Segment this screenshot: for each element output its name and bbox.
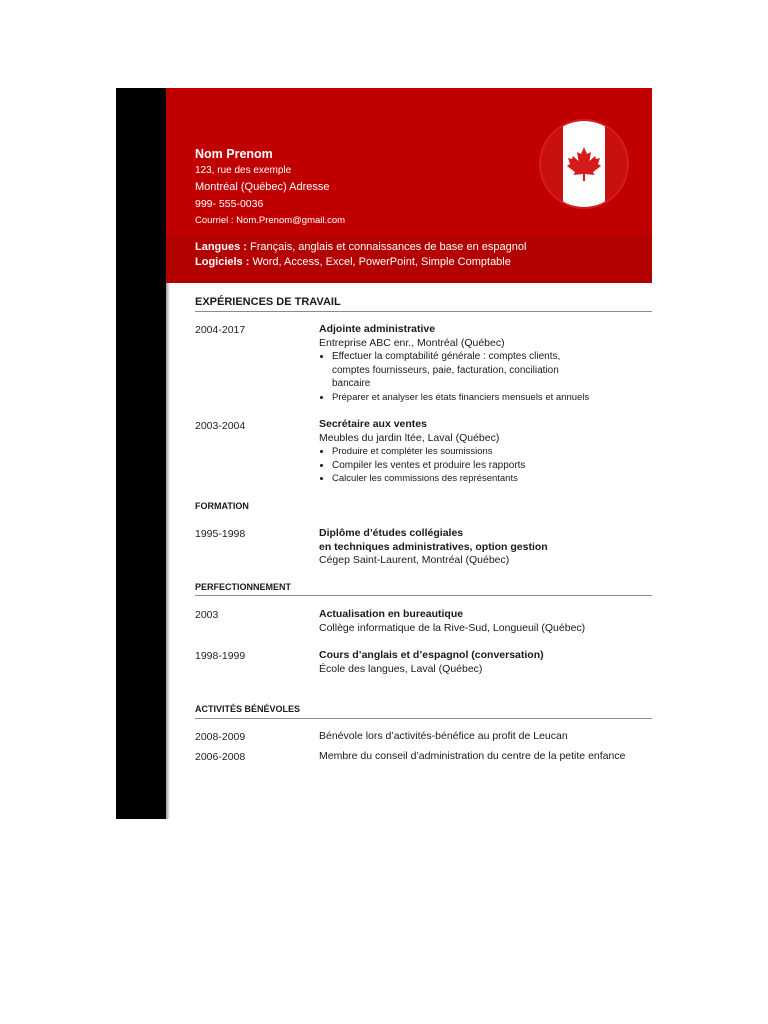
- resume-header: [166, 88, 652, 283]
- phone-number: 999- 555-0036: [195, 198, 264, 210]
- education-1: [319, 527, 649, 568]
- education-heading: FORMATION: [195, 501, 249, 511]
- training-2: [319, 649, 649, 676]
- experience-rule: [195, 311, 652, 312]
- job-2-bullets: [319, 445, 649, 486]
- training-heading: PERFECTIONNEMENT: [195, 582, 292, 592]
- job-1-bullet-1: • Effectuer la comptabilité générale : comptes clients, comptes fournisseurs, paie, facturation, conciliation bancaire: [332, 350, 582, 391]
- canada-flag-icon: [541, 121, 627, 207]
- training-2-institution: École des langues, Laval (Québec): [319, 662, 483, 675]
- volunteer-1-dates: 2008-2009: [195, 731, 246, 743]
- languages-label: Langues :: [195, 241, 247, 253]
- email-address: Courriel : Nom.Prenom@gmail.com: [195, 215, 346, 226]
- city-address: Montréal (Québec) Adresse: [195, 181, 330, 193]
- software-line: [195, 255, 526, 270]
- maple-leaf-icon: [564, 144, 604, 184]
- languages-line: [195, 240, 526, 255]
- job-2-company: Meubles du jardin ltée, Laval (Québec): [319, 431, 500, 444]
- training-1-dates: 2003: [195, 609, 219, 621]
- job-2-bullet-1: • Produire et compléter les soumissions: [332, 445, 649, 459]
- volunteer-rule: [195, 718, 652, 719]
- training-1-title: Actualisation en bureautique: [319, 608, 464, 620]
- job-2-bullet-3: • Calculer les commissions des représentants: [332, 472, 649, 486]
- software-value: Word, Access, Excel, PowerPoint, Simple Comptable: [249, 256, 511, 268]
- training-2-dates: 1998-1999: [195, 650, 246, 662]
- education-1-title-1: Diplôme d’études collégiales: [319, 527, 464, 539]
- skills-block: [195, 240, 526, 270]
- software-label: Logiciels :: [195, 256, 250, 268]
- job-2-bullet-2: • Compiler les ventes et produire les rapports: [332, 459, 649, 473]
- volunteer-2-dates: 2006-2008: [195, 751, 246, 763]
- experience-heading: EXPÉRIENCES DE TRAVAIL: [195, 296, 341, 308]
- job-2-title: Secrétaire aux ventes: [319, 418, 427, 430]
- volunteer-2-text: Membre du conseil d’administration du centre de la petite enfance: [319, 750, 626, 762]
- candidate-name: Nom Prenom: [195, 147, 273, 161]
- job-1-title: Adjointe administrative: [319, 323, 436, 335]
- training-1: [319, 608, 649, 635]
- black-sidebar: [116, 88, 166, 819]
- job-1-dates: 2004-2017: [195, 324, 246, 336]
- education-1-title-2: en techniques administratives, option gestion: [319, 540, 548, 553]
- languages-value: Français, anglais et connaissances de base en espagnol: [246, 241, 527, 253]
- volunteer-heading: ACTIVITÉS BÉNÉVOLES: [195, 704, 301, 714]
- education-1-institution: Cégep Saint-Laurent, Montréal (Québec): [319, 554, 510, 566]
- education-1-dates: 1995-1998: [195, 528, 246, 540]
- training-2-title: Cours d’anglais et d’espagnol (conversation): [319, 649, 544, 661]
- street-address: 123, rue des exemple: [195, 165, 292, 176]
- contact-block: [195, 146, 345, 229]
- training-rule: [195, 595, 652, 596]
- job-2-dates: 2003-2004: [195, 420, 246, 432]
- job-1: [319, 323, 649, 404]
- job-1-bullets: [319, 350, 649, 404]
- job-2: [319, 418, 649, 486]
- job-1-company: Entreprise ABC enr., Montréal (Québec): [319, 336, 505, 349]
- job-1-bullet-2: • Préparer et analyser les états financiers mensuels et annuels: [332, 391, 649, 405]
- volunteer-1-text: Bénévole lors d’activités-bénéfice au profit de Leucan: [319, 730, 568, 742]
- training-1-institution: Collège informatique de la Rive-Sud, Longueuil (Québec): [319, 621, 586, 634]
- sidebar-shadow: [166, 283, 170, 819]
